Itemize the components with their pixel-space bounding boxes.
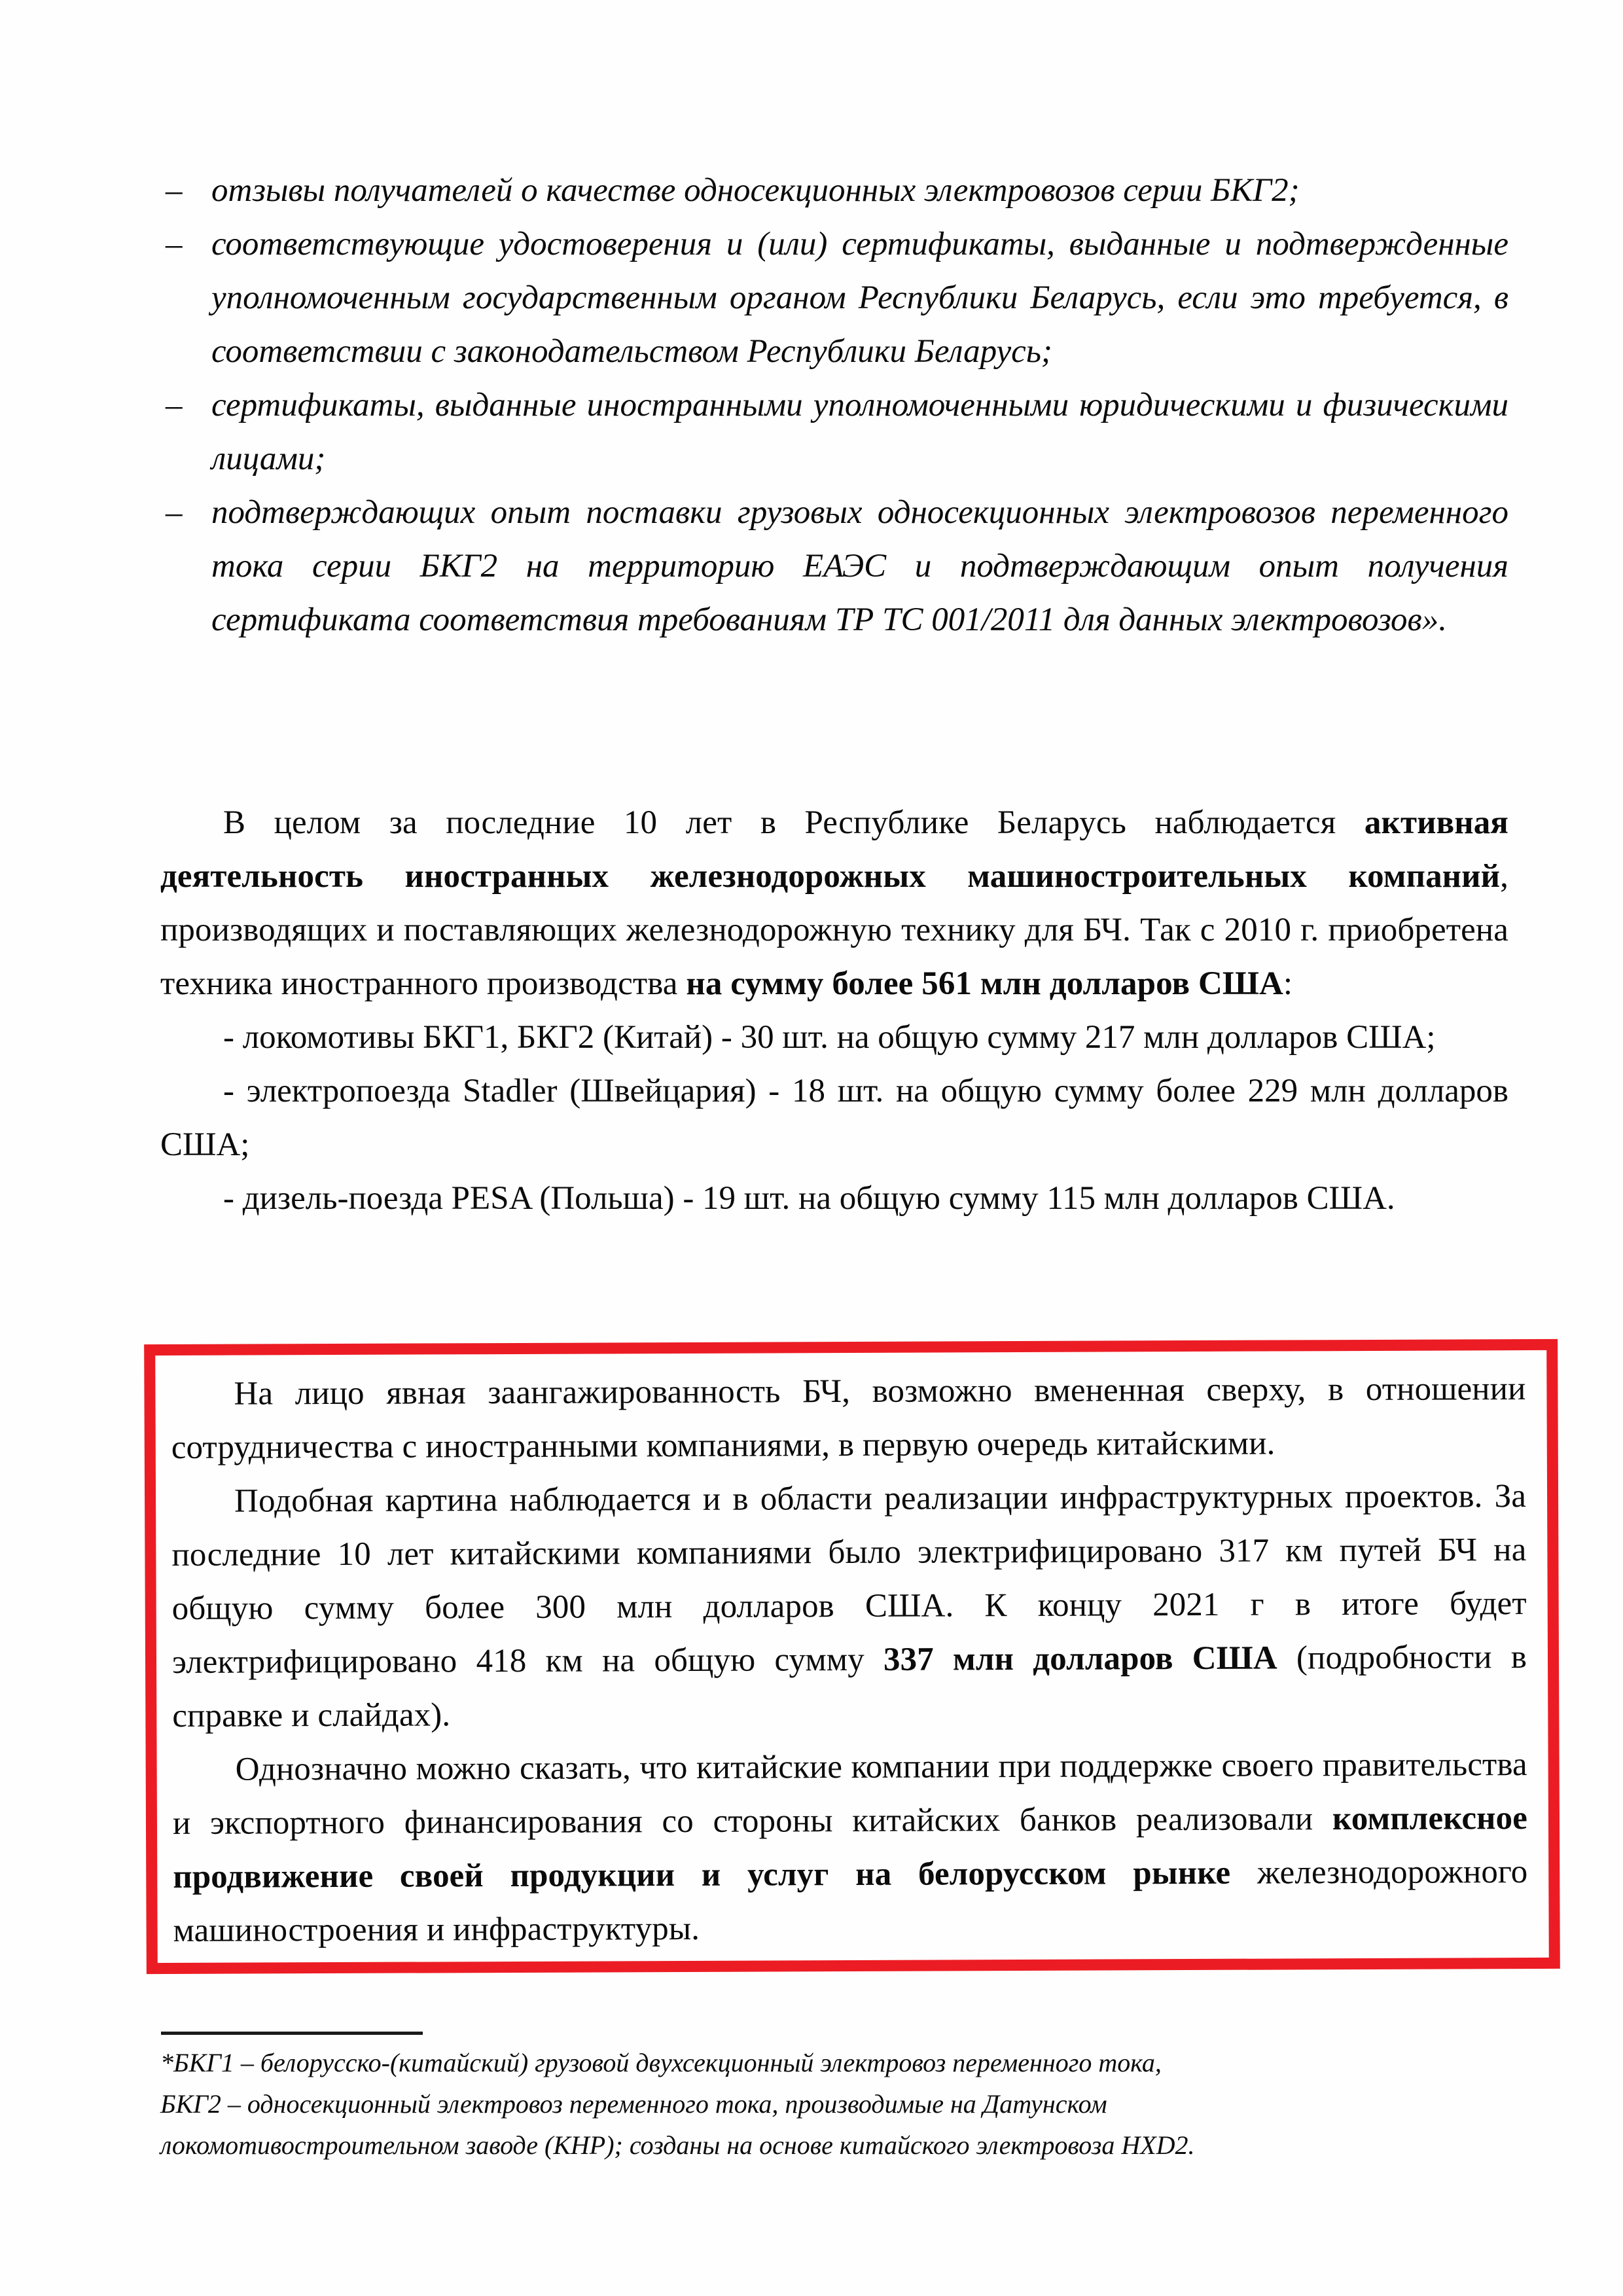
bullet-list-section — [160, 164, 1508, 647]
purchase-item-stadler: - электропоезда Stadler (Швейцария) - 18 шт. на общую сумму более 229 млн долларов США; — [160, 1073, 1508, 1163]
highlight-p3-part-2: железнодорожного машиностроения и инфраструктуры. — [173, 1854, 1528, 1949]
footnote-separator-rule — [161, 2032, 423, 2035]
highlight-p2-part-1: Подобная картина наблюдается и в области реализации инфраструктурных проектов. За последние 10 лет китайскими компаниями было электрифицировано 317 км путей БЧ на общую сумму более 300 млн долларов США. К концу 2021 г в итоге будет электрифицировано 418 км на общую сумму — [171, 1478, 1527, 1681]
footnote-line-2: БКГ2 – односекционный электровоз переменного тока, производимые на Датунском — [160, 2089, 1107, 2119]
paragraph-text-part-1: В целом за последние 10 лет в Республике Беларусь наблюдается — [223, 804, 1364, 841]
purchase-item-pesa: - дизель-поезда PESA (Польша) - 19 шт. на общую сумму 115 млн долларов США. — [223, 1180, 1395, 1217]
highlight-paragraph-3 — [172, 1738, 1527, 1958]
list-item-text: соответствующие удостоверения и (или) сертификаты, выданные и подтвержденные уполномоченным государственным органом Республики Беларусь, если это требуется, в соответствии с законодательством Республики Беларусь; — [211, 226, 1508, 370]
footnote-section — [160, 2042, 1512, 2166]
list-item — [160, 486, 1508, 647]
paragraph-text-part-2: , производящих и поставляющих железнодорожную технику для БЧ. Так с 2010 г. приобретена техника иностранного производства — [160, 858, 1508, 1002]
paragraph-text-part-3: : — [1283, 965, 1293, 1002]
highlight-p3-part-1: Однозначно можно сказать, что китайские компании при поддержке своего правительства и экспортного финансирования со стороны китайских банков реализовали — [172, 1746, 1527, 1842]
red-highlight-box — [144, 1339, 1560, 1974]
list-item — [160, 378, 1508, 486]
highlight-p2-bold-1: 337 млн долларов США — [883, 1640, 1277, 1678]
dash-bullet-icon: – — [166, 387, 183, 423]
list-item-text: сертификаты, выданные иностранными уполномоченными юридическими и физическими лицами; — [211, 387, 1508, 477]
list-item-text: отзывы получателей о качестве односекционных электровозов серии БКГ2; — [211, 172, 1300, 209]
requirements-bullet-list — [160, 164, 1508, 647]
purchase-item-locomotives: - локомотивы БКГ1, БКГ2 (Китай) - 30 шт. на общую сумму 217 млн долларов США; — [223, 1019, 1436, 1056]
paragraph-bold-1: активная деятельность иностранных железнодорожных машиностроительных компаний — [160, 804, 1508, 895]
footnote-line-1: *БКГ1 – белорусско-(китайский) грузовой двухсекционный электровоз переменного тока, — [160, 2048, 1162, 2077]
highlight-p3-bold-1: комплексное продвижение своей продукции и услуг на белорусском рынке — [173, 1800, 1528, 1895]
list-item — [160, 217, 1508, 378]
list-item-text: подтверждающих опыт поставки грузовых односекционных электровозов переменного тока серии БКГ2 на территорию ЕАЭС и подтверждающим опыт получения сертификата соответствия требованиям ТР ТС 001/2011 для данных электровозов». — [211, 494, 1508, 638]
paragraph-bold-2: на сумму более 561 млн долларов США — [686, 965, 1283, 1002]
highlight-p2-part-2: (подробности в справке и слайдах). — [172, 1639, 1527, 1734]
red-box-content — [171, 1362, 1527, 1958]
dash-bullet-icon: – — [166, 226, 183, 262]
footnote-line-3: локомотивостроительном заводе (КНР); созданы на основе китайского электровоза HXD2. — [160, 2130, 1195, 2160]
dash-bullet-icon: – — [166, 494, 183, 531]
body-section — [160, 796, 1508, 1225]
dash-bullet-icon: – — [166, 172, 183, 209]
highlight-paragraph-1: На лицо явная заангажированность БЧ, возможно вмененная сверху, в отношении сотрудничества с иностранными компаниями, в первую очередь китайскими. — [171, 1371, 1526, 1466]
highlight-paragraph-2 — [171, 1469, 1527, 1743]
body-paragraph-1 — [160, 796, 1508, 1011]
list-item — [160, 164, 1508, 217]
